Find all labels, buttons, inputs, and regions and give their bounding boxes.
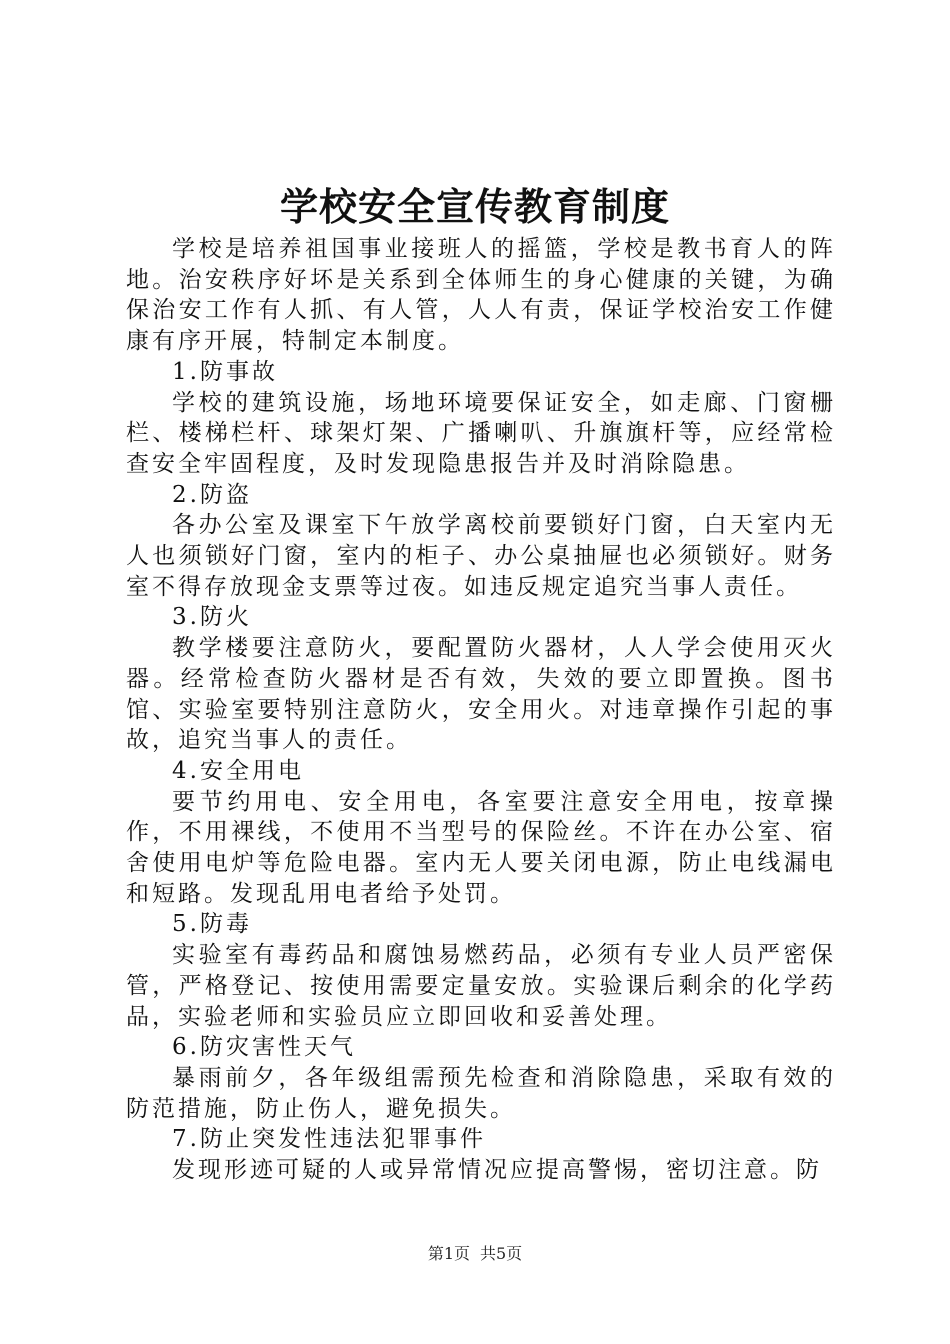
section-heading-electricity: 4.安全用电 [172,757,304,784]
section-text-weather: 暴雨前夕，各年级组需预先检查和消除隐患，采取有效的防范措施，防止伤人，避免损失。 [126,1064,836,1122]
section-text-poison: 实验室有毒药品和腐蚀易燃药品，必须有专业人员严密保管，严格登记、按使用需要定量安放。实验课后剩余的化学药品，实验老师和实验员应立即回收和妥善处理。 [126,942,836,1030]
section-heading-crime: 7.防止突发性违法犯罪事件 [172,1126,486,1153]
section-heading-theft: 2.防盗 [172,481,252,508]
section-text-crime: 发现形迹可疑的人或异常情况应提高警惕，密切注意。防 [172,1157,822,1184]
section-heading-poison: 5.防毒 [172,911,252,938]
section-text-fire: 教学楼要注意防火，要配置防火器材，人人学会使用灭火器。经常检查防火器材是否有效，失效的要立即置换。图书馆、实验室要特别注意防火，安全用火。对违章操作引起的事故，追究当事人的责任。 [126,635,836,754]
document-title: 学校安全宣传教育制度 [279,184,670,229]
section-text-theft: 各办公室及课室下午放学离校前要锁好门窗，白天室内无人也须锁好门窗，室内的柜子、办公桌抽屉也必须锁好。财务室不得存放现金支票等过夜。如违反规定追究当事人责任。 [126,512,836,600]
page-footer [0,1242,950,1266]
page-number: 第1页 [427,1244,470,1263]
page-total: 共5页 [480,1244,523,1263]
document-body [126,234,836,1186]
section-text-accident: 学校的建筑设施，场地环境要保证安全，如走廊、门窗栅栏、楼梯栏杆、球架灯架、广播喇叭、升旗旗杆等，应经常检查安全牢固程度，及时发现隐患报告并及时消除隐患。 [126,389,836,477]
section-heading-accident: 1.防事故 [172,358,278,385]
intro-paragraph: 学校是培养祖国事业接班人的摇篮，学校是教书育人的阵地。治安秩序好坏是关系到全体师生的身心健康的关键，为确保治安工作有人抓、有人管，人人有责，保证学校治安工作健康有序开展，特制定本制度。 [126,236,836,355]
section-heading-fire: 3.防火 [172,604,252,631]
section-heading-weather: 6.防灾害性天气 [172,1034,356,1061]
section-text-electricity: 要节约用电、安全用电，各室要注意安全用电，按章操作，不用裸线，不使用不当型号的保险丝。不许在办公室、宿舍使用电炉等危险电器。室内无人要关闭电源，防止电线漏电和短路。发现乱用电者给予处罚。 [126,788,836,907]
